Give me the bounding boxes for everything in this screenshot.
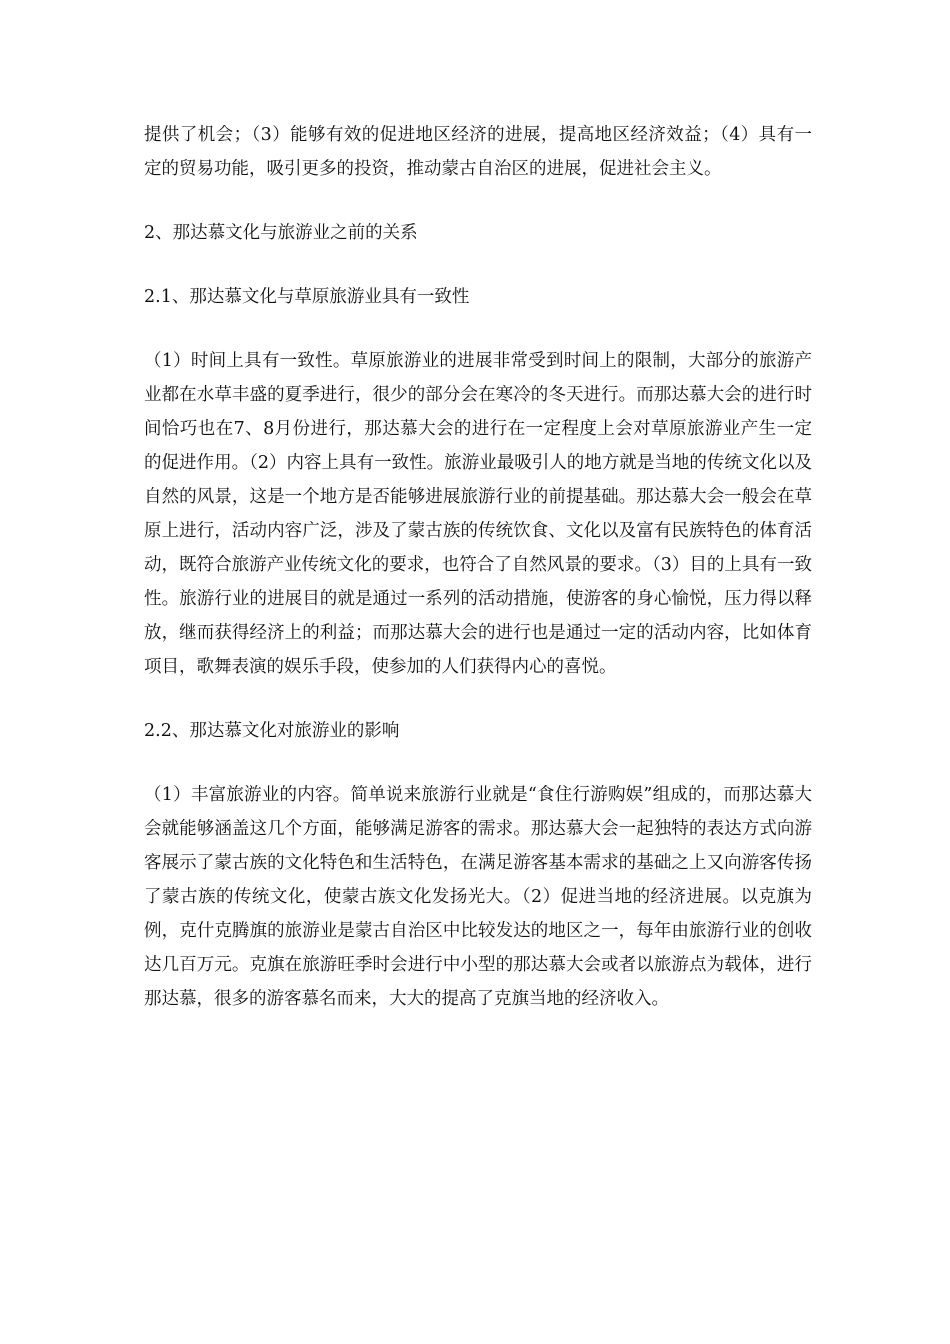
- section-heading-2: 2、那达慕文化与旅游业之前的关系: [144, 223, 418, 243]
- paragraph-consistency: （1）时间上具有一致性。草原旅游业的进展非常受到时间上的限制，大部分的旅游产业都在水草丰盛的夏季进行，很少的部分会在寒冷的冬天进行。而那达慕大会的进行时间恰巧也在7、8月份进行，那达慕大会的进行在一定程度上会对草原旅游业产生一定的促进作用。（2）内容上具有一致性。旅游业最吸引人的地方就是当地的传统文化以及自然的风景，这是一个地方是否能够进展旅游行业的前提基础。那达慕大会一般会在草原上进行，活动内容广泛，涉及了蒙古族的传统饮食、文化以及富有民族特色的体育活动，既符合旅游产业传统文化的要求，也符合了自然风景的要求。（3）目的上具有一致性。旅游行业的进展目的就是通过一系列的活动措施，使游客的身心愉悦，压力得以释放，继而获得经济上的利益；而那达慕大会的进行也是通过一定的活动内容，比如体育项目，歌舞表演的娱乐手段，使参加的人们获得内心的喜悦。: [144, 351, 812, 677]
- subsection-heading-2-1: 2.1、那达慕文化与草原旅游业具有一致性: [144, 287, 470, 307]
- subsection-heading-2-2: 2.2、那达慕文化对旅游业的影响: [144, 721, 400, 741]
- paragraph-influence: （1）丰富旅游业的内容。简单说来旅游行业就是“食住行游购娱”组成的，而那达慕大会就能够涵盖这几个方面，能够满足游客的需求。那达慕大会一起独特的表达方式向游客展示了蒙古族的文化特色和生活特色，在满足游客基本需求的基础之上又向游客传扬了蒙古族的传统文化，使蒙古族文化发扬光大。（2）促进当地的经济进展。以克旗为例，克什克腾旗的旅游业是蒙古自治区中比较发达的地区之一，每年由旅游行业的创收达几百万元。克旗在旅游旺季时会进行中小型的那达慕大会或者以旅游点为载体，进行那达慕，很多的游客慕名而来，大大的提高了克旗当地的经济收入。: [144, 785, 812, 1009]
- document-page: [144, 118, 812, 1016]
- paragraph-intro: 提供了机会；（3）能够有效的促进地区经济的进展，提高地区经济效益；（4）具有一定的贸易功能，吸引更多的投资，推动蒙古自治区的进展，促进社会主义。: [144, 125, 812, 179]
